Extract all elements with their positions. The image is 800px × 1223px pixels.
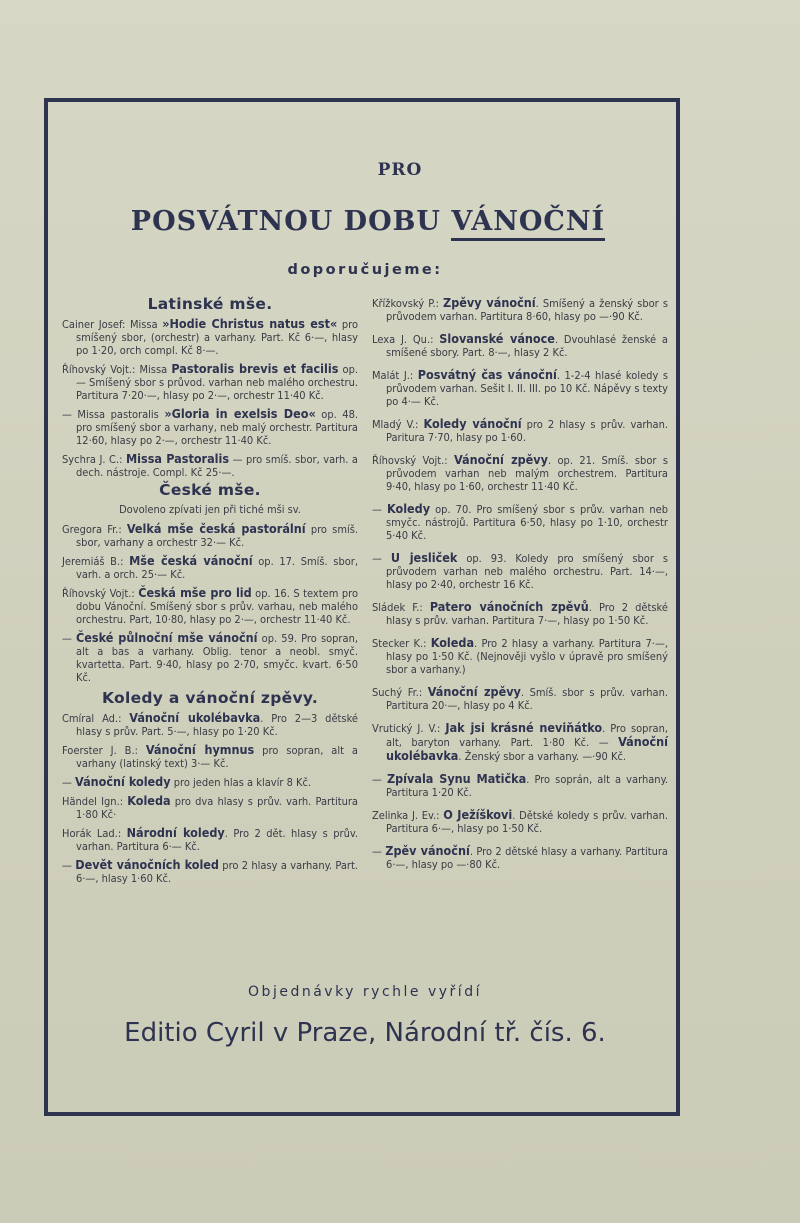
catalog-entry xyxy=(62,407,358,447)
entry-author: Sládek F.: xyxy=(372,601,430,614)
entry-title: U jesliček xyxy=(390,550,458,565)
entry-author: — xyxy=(62,632,77,645)
entry-details: . Pro 2 hlasy a varhany. Partitura 7·—, hlasy po 1·50 Kč. (Nejnověji vyšlo v úpravě pro smíšený sbor a varhany.) xyxy=(386,637,668,676)
entry-title: Vánoční hymnus xyxy=(145,742,255,757)
entry-title: Vánoční ukolébavka xyxy=(386,734,668,763)
entry-details: . Pro 2 dět. hlasy s prův. varhan. Partitura 6·— Kč. xyxy=(76,827,358,853)
entry-author: Malát J.: xyxy=(372,369,418,382)
entry-title: Missa Pastoralis xyxy=(125,451,230,466)
catalog-entry xyxy=(372,844,668,871)
entry-details: pro jeden hlas a klavír 8 Kč. xyxy=(170,776,312,789)
section-heading-carols: Koledy a vánoční zpěvy. xyxy=(101,689,319,707)
entry-details: . Smíš. sbor s prův. varhan. Partitura 20·—, hlasy po 4 Kč. xyxy=(386,686,668,712)
entry-title: Posvátný čas vánoční xyxy=(417,367,557,382)
entry-details: pro smíšený sbor, (orchestr) a varhany. Part. Kč 6·—, hlasy po 1·20, orch compl. Kč 8·—. xyxy=(76,318,359,357)
entry-details: pro smíš. sbor, varhany a orchestr 32·— Kč. xyxy=(76,523,359,549)
czech-note: Dovoleno zpívati jen při tiché mši sv. xyxy=(119,503,301,516)
entry-title: »Gloria in exelsis Deo« xyxy=(164,406,316,421)
entry-details: . Dětské koledy s prův. varhan. Partitura 6·—, hlasy po 1·50 Kč. xyxy=(386,809,669,835)
entry-title: Vánoční zpěvy xyxy=(427,684,521,699)
entry-author: Říhovský Vojt.: xyxy=(62,587,139,600)
catalog-entry xyxy=(62,794,358,821)
entry-author: Cmíral Ad.: xyxy=(62,712,130,725)
catalog-entry xyxy=(62,317,358,357)
entry-title: Vánoční koledy xyxy=(75,774,171,789)
entry-author: Křížkovský P.: xyxy=(372,297,444,310)
catalog-entry xyxy=(372,453,668,493)
right-column xyxy=(372,296,668,880)
entry-details: op. 17. Smíš. sbor, varh. a orch. 25·— Kč. xyxy=(76,555,358,581)
entry-details: . Pro sopran, alt, baryton varhany. Part. 1·80 Kč. — xyxy=(386,722,668,749)
catalog-entry xyxy=(62,362,358,402)
carols-list xyxy=(62,711,358,885)
entry-details: op. 59. Pro sopran, alt a bas a varhany. Oblig. tenor a neobl. smyč. kvartetta. Part. 9·40, hlasy po 2·70, smyčc. kvart. 6·50 Kč. xyxy=(76,632,358,684)
catalog-entry xyxy=(372,296,668,323)
entry-title: Vánoční ukolébavka xyxy=(129,710,261,725)
entry-title: Vánoční zpěvy xyxy=(454,452,548,467)
entry-title: Koledy xyxy=(386,501,431,516)
entry-title: Zpěvy vánoční xyxy=(443,295,536,310)
catalog-entry xyxy=(62,775,358,789)
left-column xyxy=(62,296,358,890)
catalog-entry xyxy=(372,772,668,799)
catalog-entry xyxy=(372,721,668,763)
entry-author: — xyxy=(62,859,76,872)
entry-details: pro sopran, alt a varhany (latinský text) 3·— Kč. xyxy=(76,744,358,770)
entry-title: Mše česká vánoční xyxy=(129,553,253,568)
entry-author: Händel Ign.: xyxy=(62,795,128,808)
entry-author: — xyxy=(372,552,391,565)
entry-title: Národní koledy xyxy=(126,825,225,840)
catalog-entry xyxy=(372,502,668,542)
entry-title: Velká mše česká pastorální xyxy=(126,521,306,536)
main-title-part1: POSVÁTNOU DOBU xyxy=(130,206,452,237)
entry-details: . Dvouhlasé ženské a smíšené sbory. Part. 8·—, hlasy 2 Kč. xyxy=(386,333,668,359)
entry-title: Patero vánočních zpěvů xyxy=(429,599,589,614)
catalog-entry xyxy=(372,600,668,627)
entry-title: Zpívala Synu Matička xyxy=(386,771,527,786)
entry-author: Stecker K.: xyxy=(372,637,431,650)
entry-details: . Smíšený a ženský sbor s průvodem varhan. Partitura 8·60, hlasy po —·90 Kč. xyxy=(386,297,668,323)
entry-author: — xyxy=(372,503,387,516)
catalog-entry xyxy=(62,452,358,479)
entry-details: op. 48. pro smíšený sbor a varhany, neb malý orchestr. Partitura 12·60, hlasy po 2·—, orchestr 11·40 Kč. xyxy=(76,408,359,447)
entry-details: op. 16. S textem pro dobu Vánoční. Smíšený sbor s prův. varhau, neb malého orchestru. Part, 10·80, hlasy po 2·—, orchestr 11·40 Kč. xyxy=(76,587,358,626)
czech-list xyxy=(62,522,358,684)
entry-details: pro 2 hlasy a varhany. Part. 6·—, hlasy 1·60 Kč. xyxy=(76,859,358,885)
entry-title: Koledy vánoční xyxy=(423,416,522,431)
subtitle: doporučujeme: xyxy=(287,262,443,278)
entry-details: . 1-2-4 hlasé koledy s průvodem varhan. Sešit I. II. III. po 10 Kč. Nápěvy s texty po 4·— Kč. xyxy=(386,369,668,408)
entry-author: Říhovský Vojt.: xyxy=(372,454,455,467)
catalog-entry xyxy=(372,685,668,712)
entry-title: O Ježíškovi xyxy=(443,807,513,822)
catalog-entry xyxy=(62,522,358,549)
entry-author: Jeremiáš B.: xyxy=(62,555,130,568)
main-title-part2: VÁNOČNÍ xyxy=(451,206,605,241)
catalog-entry xyxy=(62,826,358,853)
entry-author: Říhovský Vojt.: Missa xyxy=(62,363,172,376)
entry-title: »Hodie Christus natus est« xyxy=(162,316,338,331)
latin-list xyxy=(62,317,358,479)
entry-details: . Pro 2 dětské hlasy s prův. varhan. Partitura 7·—, hlasy po 1·50 Kč. xyxy=(386,601,668,627)
entry-author: — Missa pastoralis xyxy=(62,408,165,421)
entry-title: Koleda xyxy=(127,793,171,808)
entry-author: Sychra J. C.: xyxy=(62,453,126,466)
entry-author: Suchý Fr.: xyxy=(372,686,428,699)
entry-details: . Pro 2 dětské hlasy a varhany. Partitura 6·—, hlasy po —·80 Kč. xyxy=(386,845,668,871)
catalog-entry xyxy=(372,368,668,408)
catalog-entry xyxy=(62,631,358,684)
entry-title: Devět vánočních koled xyxy=(75,857,219,872)
entry-author: Horák Lad.: xyxy=(62,827,127,840)
entry-author: Zelinka J. Ev.: xyxy=(372,809,444,822)
entry-title: Jak jsi krásné neviňátko xyxy=(445,720,603,735)
section-heading-latin: Latinské mše. xyxy=(147,295,273,313)
right-list xyxy=(372,296,668,871)
entry-details: op. 93. Koledy pro smíšený sbor s průvodem varhan neb malého orchestru. Part. 14·—, hlasy po 2·40, orchestr 16 Kč. xyxy=(386,552,669,591)
catalog-entry xyxy=(62,711,358,738)
catalog-entry xyxy=(372,332,668,359)
main-title xyxy=(88,206,648,237)
entry-details: . Pro 2—3 dětské hlasy s prův. Part. 5·—, hlasy po 1·20 Kč. xyxy=(76,712,358,738)
catalog-entry xyxy=(62,554,358,581)
entry-author: Cainer Josef: Missa xyxy=(62,318,163,331)
entry-title: Slovanské vánoce xyxy=(439,331,555,346)
catalog-entry xyxy=(372,636,668,676)
entry-title: Koleda xyxy=(430,635,475,650)
section-heading-czech: České mše. xyxy=(159,481,261,499)
entry-details: . Ženský sbor a varhany. —·90 Kč. xyxy=(458,750,627,763)
entry-details: pro dva hlasy s prův. varh. Partitura 1·80 Kč· xyxy=(76,795,358,821)
catalog-entry xyxy=(372,417,668,444)
catalog-entry xyxy=(62,586,358,626)
catalog-entry xyxy=(62,858,358,885)
entry-author: — xyxy=(62,776,76,789)
catalog-entry xyxy=(372,808,668,835)
entry-author: — xyxy=(372,773,387,786)
entry-author: Vrutický J. V.: xyxy=(372,722,446,735)
entry-details: pro 2 hlasy s prův. varhan. Paritura 7·70, hlasy po 1·60. xyxy=(386,418,669,444)
entry-title: České půlnoční mše vánoční xyxy=(76,630,258,645)
entry-author: — xyxy=(372,845,386,858)
pro-heading: PRO xyxy=(377,160,423,180)
catalog-entry xyxy=(372,551,668,591)
publisher-address: Editio Cyril v Praze, Národní tř. čís. 6. xyxy=(124,1018,606,1048)
entry-title: Pastoralis brevis et facilis xyxy=(171,361,339,376)
entry-author: Gregora Fr.: xyxy=(62,523,127,536)
entry-details: op. — Smíšený sbor s průvod. varhan neb malého orchestru. Partitura 7·20·—, hlasy po 2·—, orchestr 11·40 Kč. xyxy=(76,363,359,402)
entry-title: Česká mše pro lid xyxy=(138,585,252,600)
entry-details: op. 70. Pro smíšený sbor s prův. varhan neb smyčc. nástrojů. Partitura 6·50, hlasy po 1·10, orchestr 5·40 Kč. xyxy=(386,503,668,542)
entry-author: Mladý V.: xyxy=(372,418,424,431)
entry-author: Foerster J. B.: xyxy=(62,744,146,757)
order-note: Objednávky rychle vyřídí xyxy=(248,984,482,1000)
entry-title: Zpěv vánoční xyxy=(385,843,470,858)
catalog-entry xyxy=(62,743,358,770)
entry-details: . op. 21. Smíš. sbor s průvodem varhan neb malým orchestrem. Partitura 9·40, hlasy po 1·60, orchestr 11·40 Kč. xyxy=(386,454,668,493)
entry-details: . Pro soprán, alt a varhany. Partitura 1·20 Kč. xyxy=(386,773,668,799)
entry-details: — pro smíš. sbor, varh. a dech. nástroje. Compl. Kč 25·—. xyxy=(76,453,358,479)
entry-author: Lexa J. Qu.: xyxy=(372,333,440,346)
